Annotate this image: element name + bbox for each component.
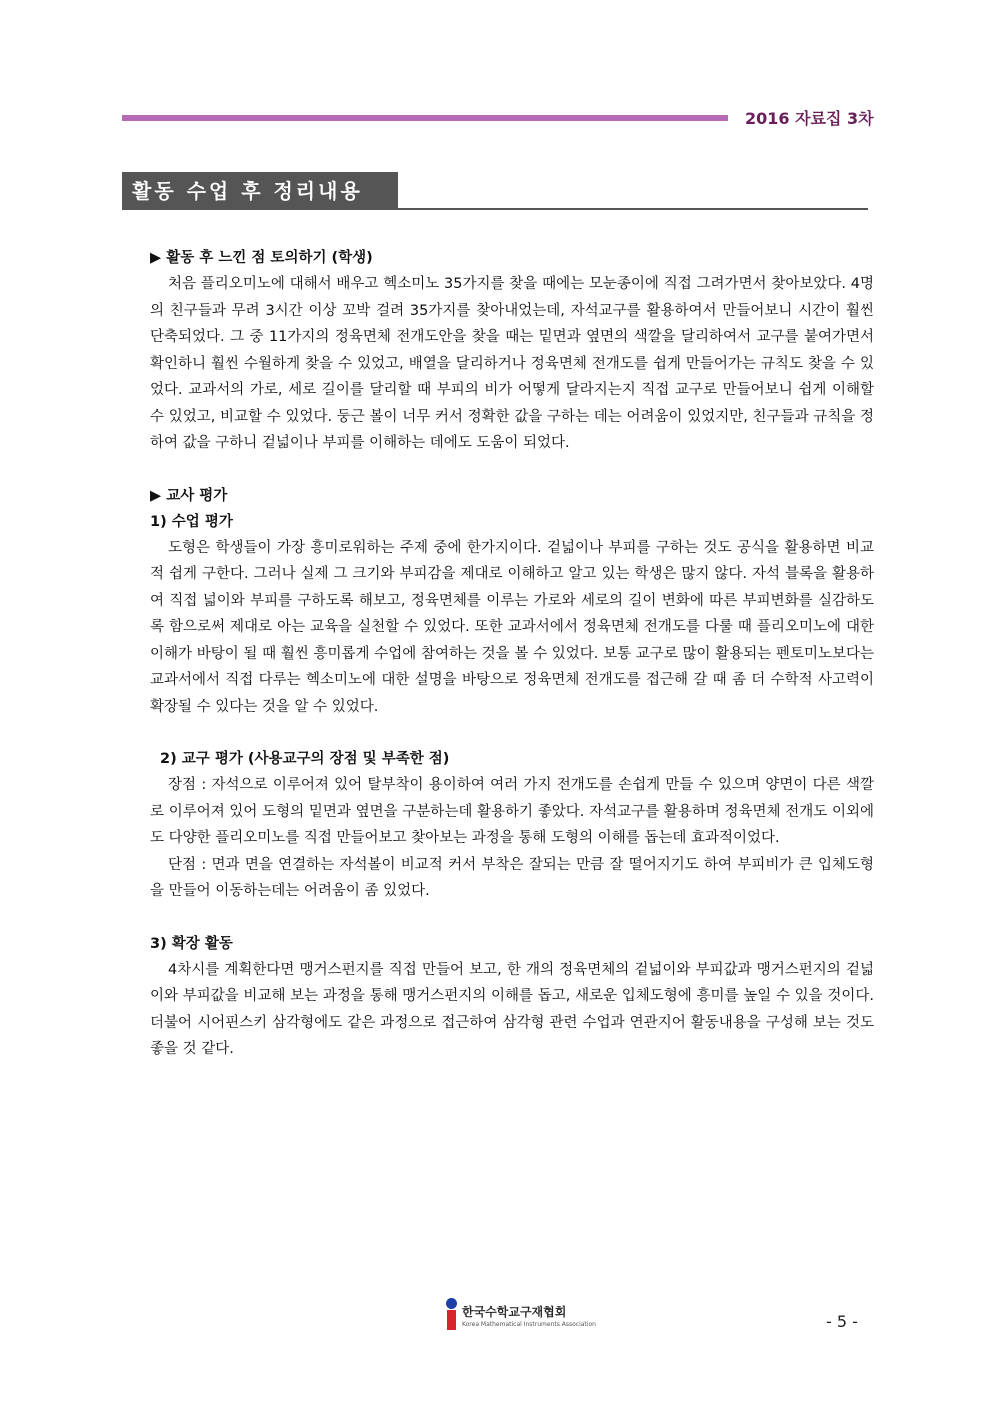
student-reflection-body: 처음 플리오미노에 대해서 배우고 헥소미노 35가지를 찾을 때에는 모눈종이에 직접 그려가면서 찾아보았다. 4명의 친구들과 무려 3시간 이상 꼬박 걸려 35가지를 찾아내었는데, 자석교구를 활용하여서 만들어보니 시간이 훨씬 단축되었다. 그 중 11가지의 정육면체 전개도안을 찾을 때는 밑면과 옆면의 색깔을 달리하여서 교구를 붙여가면서 확인하니 훨씬 수월하게 찾을 수 있었고, 배열을 달리하거나 정육면체 전개도를 쉽게 만들어가는 규칙도 찾을 수 있었다. 교과서의 가로, 세로 길이를 달리할 때 부피의 비가 어떻게 달라지는지 직접 교구로 만들어보니 쉽게 이해할 수 있었고, 비교할 수 있었다. 둥근 볼이 너무 커서 정확한 값을 구하는 데는 어려움이 있었지만, 친구들과 규칙을 정하여 값을 구하니 겉넓이나 부피를 이해하는 데에도 도움이 되었다. — [150, 276, 874, 451]
logo-name: 한국수학교구재협회 — [462, 1304, 567, 1319]
association-logo — [445, 1298, 596, 1332]
tool-eval-cons: 단점 : 면과 면을 연결하는 자석볼이 비교적 커서 부착은 잘되는 만큼 잘 떨어지기도 하여 부피비가 큰 입체도형을 만들어 이동하는데는 어려움이 좀 있었다. — [150, 856, 874, 899]
student-reflection-heading: ▶ 활동 후 느낀 점 토의하기 (학생) — [150, 250, 373, 266]
class-eval-heading: 1) 수업 평가 — [150, 513, 233, 530]
logo-subtitle: Korea Mathematical Instruments Association — [462, 1320, 596, 1328]
section-title-rule — [398, 208, 868, 210]
page-number: - 5 - — [826, 1312, 858, 1331]
tool-eval-heading: 2) 교구 평가 (사용교구의 장점 및 부족한 점) — [160, 751, 450, 767]
teacher-eval-heading: ▶ 교사 평가 — [150, 487, 228, 504]
logo-mark-icon — [445, 1298, 459, 1332]
document-body — [150, 245, 874, 1063]
extension-body: 4차시를 계획한다면 맹거스펀지를 직접 만들어 보고, 한 개의 정육면체의 겉넓이와 부피값과 맹거스펀지의 겉넓이와 부피값을 비교해 보는 과정을 통해 맹거스펀지의 이해를 돕고, 새로운 입체도형에 흥미를 높일 수 있을 것이다. 더불어 시어핀스키 삼각형에도 같은 과정으로 접근하여 삼각형 관련 수업과 연관지어 활동내용을 구성해 보는 것도 좋을 것 같다. — [150, 961, 874, 1057]
tool-eval-pros: 장점 : 자석으로 이루어져 있어 탈부착이 용이하여 여러 가지 전개도를 손쉽게 만들 수 있으며 양면이 다른 색깔로 이루어져 있어 도형의 밑면과 옆면을 구분하는데 활용하기 좋았다. 자석교구를 활용하며 정육면체 전개도 이외에도 다양한 플리오미노를 직접 만들어보고 찾아보는 과정을 통해 도형의 이해를 돕는데 효과적이었다. — [150, 777, 874, 846]
section-title: 활동 수업 후 정리내용 — [122, 172, 398, 210]
header-rule — [122, 115, 728, 121]
class-eval-body: 도형은 학생들이 가장 흥미로워하는 주제 중에 한가지이다. 겉넓이나 부피를 구하는 것도 공식을 활용하면 비교적 쉽게 구한다. 그러나 실제 그 크기와 부피감을 제대로 이해하고 알고 있는 학생은 많지 않다. 자석 블록을 활용하여 직접 넓이와 부피를 구하도록 해보고, 정육면체를 이루는 가로와 세로의 길이 변화에 따른 부피변화를 실감하도록 함으로써 제대로 아는 교육을 실천할 수 있었다. 또한 교과서에서 정육면체 전개도를 다룰 때 플리오미노에 대한 이해가 바탕이 될 때 훨씬 흥미롭게 수업에 참여하는 것을 볼 수 있었다. 보통 교구로 많이 활용되는 펜토미노보다는 교과서에서 직접 다루는 헥소미노에 대한 설명을 바탕으로 정육면체 전개도를 접근해 갈 때 좀 더 수학적 사고력이 확장될 수 있다는 것을 알 수 있었다. — [150, 539, 874, 715]
header-label: 2016 자료집 3차 — [745, 109, 874, 128]
extension-heading: 3) 확장 활동 — [150, 935, 233, 952]
